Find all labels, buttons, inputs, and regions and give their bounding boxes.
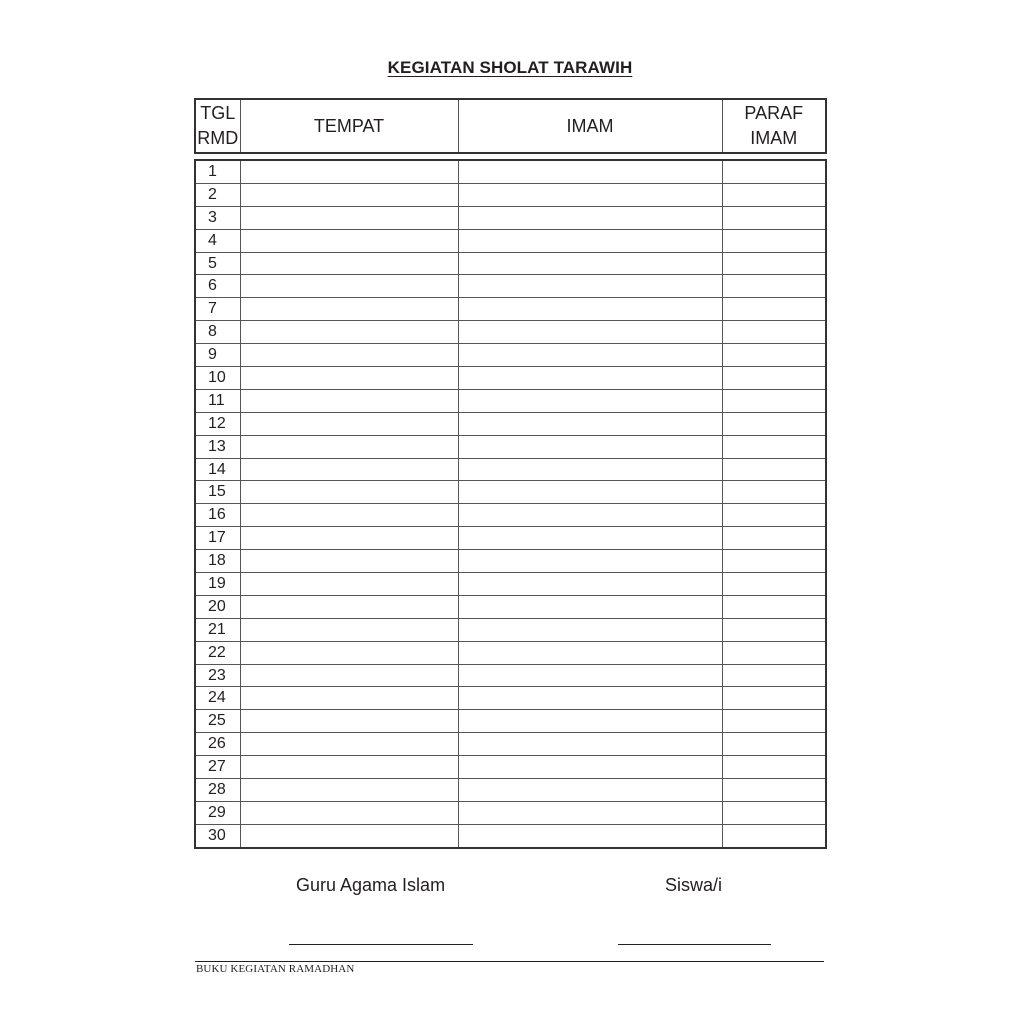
sign-cell[interactable] — [722, 756, 826, 779]
row-number: 28 — [195, 779, 240, 802]
table-row — [195, 664, 826, 687]
row-number: 22 — [195, 641, 240, 664]
imam-cell[interactable] — [458, 183, 722, 206]
table-row — [195, 756, 826, 779]
place-cell[interactable] — [240, 344, 458, 367]
place-cell[interactable] — [240, 321, 458, 344]
imam-cell[interactable] — [458, 801, 722, 824]
imam-cell[interactable] — [458, 779, 722, 802]
imam-cell[interactable] — [458, 229, 722, 252]
row-number: 11 — [195, 389, 240, 412]
row-number: 1 — [195, 160, 240, 183]
row-number: 8 — [195, 321, 240, 344]
imam-cell[interactable] — [458, 504, 722, 527]
teacher-signature-line — [289, 944, 473, 945]
table-row — [195, 641, 826, 664]
sign-cell[interactable] — [722, 595, 826, 618]
imam-cell[interactable] — [458, 550, 722, 573]
table-row — [195, 824, 826, 848]
row-number: 30 — [195, 824, 240, 848]
row-number: 20 — [195, 595, 240, 618]
row-number: 9 — [195, 344, 240, 367]
row-number: 17 — [195, 527, 240, 550]
sign-cell[interactable] — [722, 573, 826, 596]
place-cell[interactable] — [240, 367, 458, 390]
place-cell[interactable] — [240, 527, 458, 550]
imam-cell[interactable] — [458, 206, 722, 229]
table-row — [195, 527, 826, 550]
imam-cell[interactable] — [458, 618, 722, 641]
row-number: 19 — [195, 573, 240, 596]
imam-cell[interactable] — [458, 458, 722, 481]
table-row — [195, 458, 826, 481]
table-row — [195, 618, 826, 641]
imam-cell[interactable] — [458, 367, 722, 390]
teacher-signature-label: Guru Agama Islam — [296, 875, 446, 895]
student-signature-line — [618, 944, 771, 945]
sign-cell[interactable] — [722, 527, 826, 550]
row-number: 29 — [195, 801, 240, 824]
place-cell[interactable] — [240, 573, 458, 596]
imam-cell[interactable] — [458, 664, 722, 687]
sign-cell[interactable] — [722, 160, 826, 183]
header-date-line1: TGL — [200, 103, 236, 123]
imam-cell[interactable] — [458, 344, 722, 367]
imam-cell[interactable] — [458, 389, 722, 412]
sign-cell[interactable] — [722, 550, 826, 573]
place-cell[interactable] — [240, 481, 458, 504]
place-cell[interactable] — [240, 618, 458, 641]
header-date-line2: RMD — [197, 128, 239, 148]
place-cell[interactable] — [240, 710, 458, 733]
table-row — [195, 321, 826, 344]
sign-cell[interactable] — [722, 824, 826, 848]
imam-cell[interactable] — [458, 481, 722, 504]
imam-cell[interactable] — [458, 252, 722, 275]
sign-cell[interactable] — [722, 687, 826, 710]
imam-cell[interactable] — [458, 756, 722, 779]
place-cell[interactable] — [240, 733, 458, 756]
sign-cell[interactable] — [722, 664, 826, 687]
footer-text: BUKU KEGIATAN RAMADHAN — [196, 963, 355, 975]
sign-cell[interactable] — [722, 435, 826, 458]
sign-cell[interactable] — [722, 206, 826, 229]
table-row — [195, 160, 826, 183]
table-row — [195, 481, 826, 504]
table-row — [195, 275, 826, 298]
header-date — [195, 99, 240, 153]
table-row — [195, 504, 826, 527]
place-cell[interactable] — [240, 252, 458, 275]
row-number: 27 — [195, 756, 240, 779]
table-row — [195, 344, 826, 367]
row-number: 12 — [195, 412, 240, 435]
imam-cell[interactable] — [458, 275, 722, 298]
place-cell[interactable] — [240, 435, 458, 458]
row-number: 26 — [195, 733, 240, 756]
row-number: 18 — [195, 550, 240, 573]
row-number: 13 — [195, 435, 240, 458]
row-number: 25 — [195, 710, 240, 733]
place-cell[interactable] — [240, 160, 458, 183]
student-signature-label: Siswa/i — [665, 875, 723, 895]
place-cell[interactable] — [240, 504, 458, 527]
place-cell[interactable] — [240, 664, 458, 687]
table-row — [195, 733, 826, 756]
place-cell[interactable] — [240, 275, 458, 298]
imam-cell[interactable] — [458, 527, 722, 550]
table-row — [195, 412, 826, 435]
table-row — [195, 687, 826, 710]
row-number: 15 — [195, 481, 240, 504]
row-number: 2 — [195, 183, 240, 206]
place-cell[interactable] — [240, 229, 458, 252]
place-cell[interactable] — [240, 183, 458, 206]
place-cell[interactable] — [240, 687, 458, 710]
place-cell[interactable] — [240, 756, 458, 779]
imam-cell[interactable] — [458, 321, 722, 344]
sign-cell[interactable] — [722, 412, 826, 435]
imam-cell[interactable] — [458, 824, 722, 848]
imam-cell[interactable] — [458, 687, 722, 710]
header-place: TEMPAT — [240, 99, 458, 153]
row-number: 7 — [195, 298, 240, 321]
sign-cell[interactable] — [722, 733, 826, 756]
table-row — [195, 183, 826, 206]
row-number: 23 — [195, 664, 240, 687]
sign-cell[interactable] — [722, 481, 826, 504]
header-imam: IMAM — [458, 99, 722, 153]
sign-cell[interactable] — [722, 710, 826, 733]
imam-cell[interactable] — [458, 641, 722, 664]
place-cell[interactable] — [240, 595, 458, 618]
row-number: 16 — [195, 504, 240, 527]
sign-cell[interactable] — [722, 183, 826, 206]
table-row — [195, 252, 826, 275]
row-number: 21 — [195, 618, 240, 641]
table-row — [195, 710, 826, 733]
place-cell[interactable] — [240, 641, 458, 664]
table-row — [195, 595, 826, 618]
page-title: KEGIATAN SHOLAT TARAWIH — [387, 58, 633, 77]
table-row — [195, 229, 826, 252]
imam-cell[interactable] — [458, 298, 722, 321]
table-row — [195, 389, 826, 412]
row-number: 5 — [195, 252, 240, 275]
table-header — [194, 98, 827, 154]
table-row — [195, 435, 826, 458]
attendance-table — [194, 159, 827, 849]
sign-cell[interactable] — [722, 229, 826, 252]
sign-cell[interactable] — [722, 321, 826, 344]
imam-cell[interactable] — [458, 710, 722, 733]
sign-cell[interactable] — [722, 275, 826, 298]
imam-cell[interactable] — [458, 160, 722, 183]
sign-cell[interactable] — [722, 504, 826, 527]
imam-cell[interactable] — [458, 595, 722, 618]
sign-cell[interactable] — [722, 298, 826, 321]
row-number: 4 — [195, 229, 240, 252]
place-cell[interactable] — [240, 298, 458, 321]
table-row — [195, 779, 826, 802]
table-row — [195, 573, 826, 596]
place-cell[interactable] — [240, 550, 458, 573]
table-row — [195, 298, 826, 321]
sign-cell[interactable] — [722, 367, 826, 390]
table-row — [195, 206, 826, 229]
header-sign-line1: PARAF — [744, 103, 804, 123]
sign-cell[interactable] — [722, 779, 826, 802]
row-number: 6 — [195, 275, 240, 298]
row-number: 3 — [195, 206, 240, 229]
place-cell[interactable] — [240, 412, 458, 435]
imam-cell[interactable] — [458, 573, 722, 596]
place-cell[interactable] — [240, 824, 458, 848]
row-number: 14 — [195, 458, 240, 481]
place-cell[interactable] — [240, 206, 458, 229]
table-row — [195, 550, 826, 573]
imam-cell[interactable] — [458, 412, 722, 435]
sign-cell[interactable] — [722, 252, 826, 275]
place-cell[interactable] — [240, 801, 458, 824]
sign-cell[interactable] — [722, 458, 826, 481]
sign-cell[interactable] — [722, 641, 826, 664]
imam-cell[interactable] — [458, 435, 722, 458]
place-cell[interactable] — [240, 458, 458, 481]
footer-divider — [195, 961, 824, 962]
row-number: 24 — [195, 687, 240, 710]
table-row — [195, 801, 826, 824]
table-row — [195, 367, 826, 390]
sign-cell[interactable] — [722, 618, 826, 641]
place-cell[interactable] — [240, 389, 458, 412]
header-sign-line2: IMAM — [750, 128, 798, 148]
sign-cell[interactable] — [722, 801, 826, 824]
header-sign — [722, 99, 826, 153]
imam-cell[interactable] — [458, 733, 722, 756]
sign-cell[interactable] — [722, 344, 826, 367]
place-cell[interactable] — [240, 779, 458, 802]
sign-cell[interactable] — [722, 389, 826, 412]
row-number: 10 — [195, 367, 240, 390]
